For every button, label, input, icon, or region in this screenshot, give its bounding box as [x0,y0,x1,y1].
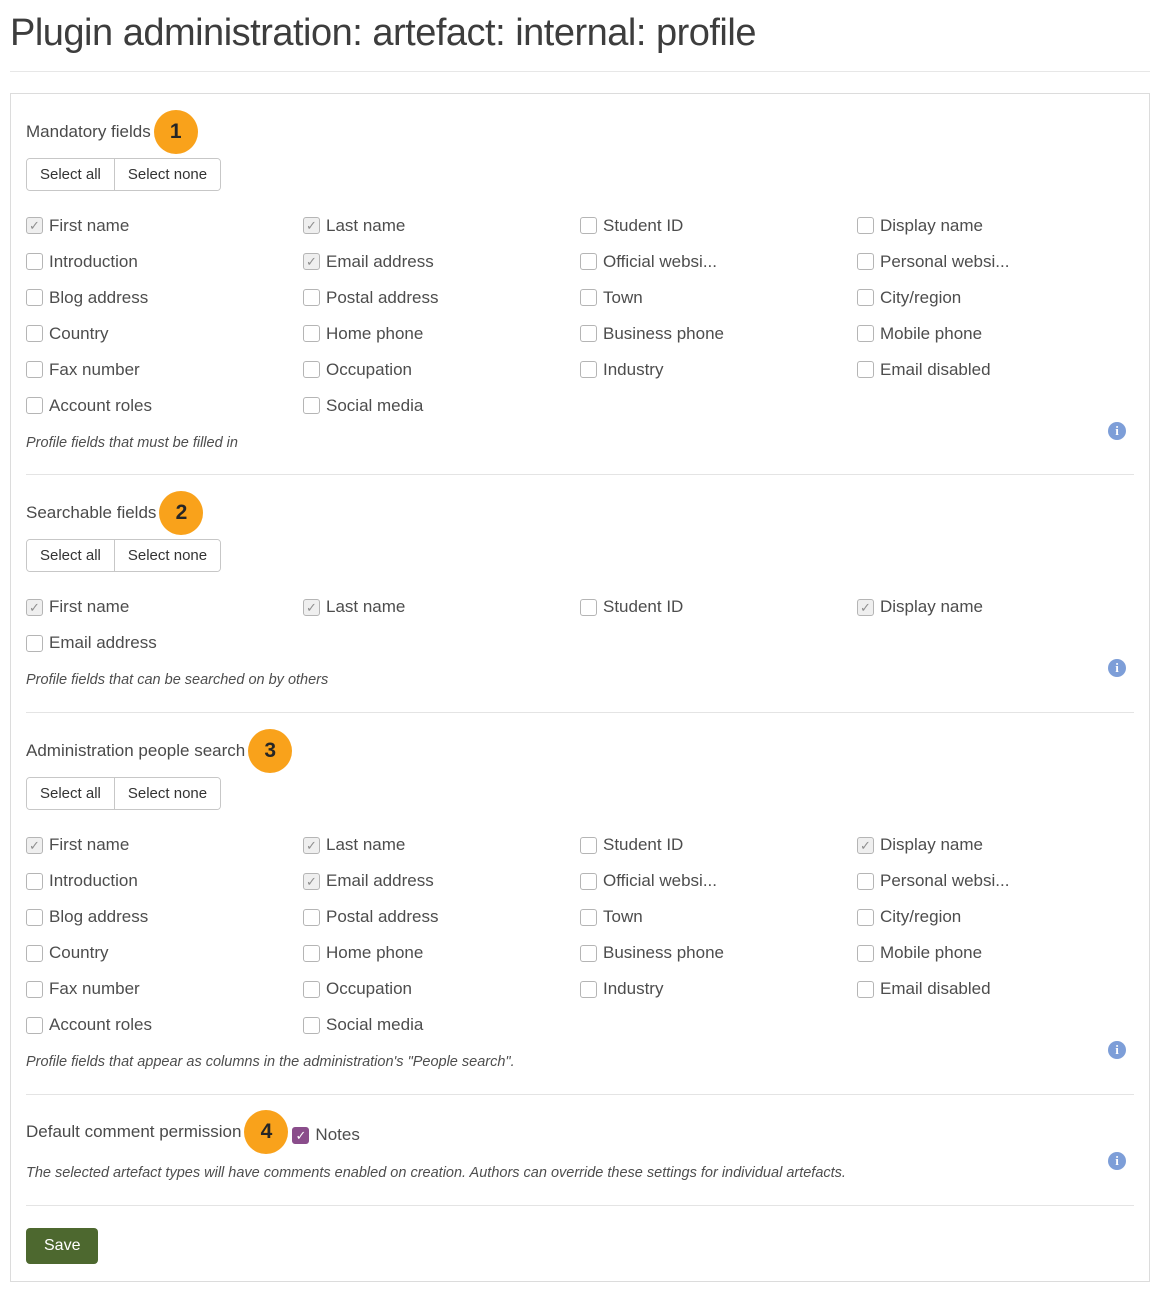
checkbox[interactable] [26,325,43,342]
checkbox-label: City/region [880,287,962,307]
checkbox-label: City/region [880,907,962,927]
checkbox-label: Social media [326,1015,424,1035]
checkbox-grid [292,1124,359,1146]
checkbox[interactable] [580,837,597,854]
plugin-config-panel [10,93,1150,1282]
select-button-group [26,158,221,191]
checkbox-label: Personal websi... [880,251,1010,271]
checkbox-field[interactable] [26,359,303,381]
checkbox[interactable]: ✓ [303,217,320,234]
checkbox[interactable] [857,217,874,234]
select-none-button[interactable]: Select none [115,159,220,190]
info-icon[interactable]: i [1108,422,1126,440]
checkbox-field[interactable] [580,942,857,964]
checkbox-label: Display name [880,597,983,617]
help-text: Profile fields that appear as columns in the administration's "People search". [26,1054,515,1071]
checkbox[interactable] [26,635,43,652]
select-none-button[interactable]: Select none [115,540,220,571]
checkbox-field[interactable] [303,251,580,273]
checkbox-field[interactable] [857,870,1134,892]
checkbox-label: Introduction [49,251,138,271]
checkbox[interactable]: ✓ [26,837,43,854]
checkbox-field[interactable] [26,834,303,856]
checkbox-field[interactable] [26,906,303,928]
checkbox[interactable] [580,253,597,270]
section-heading [26,117,1134,147]
checkbox-label: Fax number [49,359,140,379]
checkbox[interactable] [303,361,320,378]
help-row [26,1042,1134,1072]
checkbox-field[interactable] [303,906,580,928]
checkbox[interactable] [303,397,320,414]
checkbox-field[interactable] [857,287,1134,309]
checkbox-field[interactable] [26,978,303,1000]
checkbox-field[interactable] [580,834,857,856]
select-all-button[interactable]: Select all [27,540,115,571]
checkbox-label: Industry [603,979,664,999]
checkbox-label: Postal address [326,287,439,307]
checkbox-field[interactable] [857,251,1134,273]
checkbox-field[interactable] [857,359,1134,381]
select-all-button[interactable]: Select all [27,778,115,809]
checkbox[interactable] [580,909,597,926]
checkbox[interactable] [303,945,320,962]
info-icon[interactable]: i [1108,1041,1126,1059]
checkbox[interactable] [26,873,43,890]
section-heading [26,1118,1134,1146]
checkbox[interactable] [580,361,597,378]
checkbox-label: Postal address [326,907,439,927]
checkbox-field[interactable] [580,215,857,237]
select-all-button[interactable]: Select all [27,159,115,190]
checkbox-label: First name [49,835,130,855]
help-row [26,1153,1134,1183]
checkbox-field[interactable] [580,978,857,1000]
checkbox-label: Email address [326,871,434,891]
checkbox-label: Account roles [49,395,152,415]
checkbox-grid [26,834,1134,1036]
checkbox-label: Home phone [326,323,424,343]
checkbox-field[interactable] [292,1124,359,1146]
page-title: Plugin administration: artefact: internal: profile [10,12,756,54]
checkbox-field[interactable] [26,251,303,273]
checkbox-label: Business phone [603,943,724,963]
checkbox[interactable]: ✓ [303,837,320,854]
checkbox[interactable] [26,397,43,414]
checkbox-label: Introduction [49,871,138,891]
checkbox[interactable]: ✓ [292,1127,309,1144]
checkbox-field[interactable] [857,978,1134,1000]
help-row [26,422,1134,453]
section-label: Mandatory fields [26,121,151,141]
checkbox[interactable]: ✓ [857,599,874,616]
checkbox-label: Country [49,943,109,963]
checkbox-label: Personal websi... [880,871,1010,891]
checkbox-field[interactable] [857,906,1134,928]
checkbox-field[interactable] [303,978,580,1000]
checkbox-label: Social media [326,395,424,415]
checkbox[interactable] [857,325,874,342]
checkbox-field[interactable] [580,596,857,618]
checkbox-field[interactable] [26,287,303,309]
checkbox-field[interactable] [303,1014,580,1036]
checkbox[interactable] [857,253,874,270]
checkbox-label: Student ID [603,597,684,617]
checkbox[interactable] [26,981,43,998]
checkbox[interactable] [857,361,874,378]
checkbox-label: Town [603,287,643,307]
section-default-comment-permission [26,1094,1134,1205]
checkbox-field[interactable] [857,834,1134,856]
section-number-badge: 2 [159,491,203,535]
checkbox-label: First name [49,215,130,235]
checkbox-label: Last name [326,215,406,235]
info-icon[interactable]: i [1108,1152,1126,1170]
checkbox-field[interactable] [303,359,580,381]
checkbox[interactable]: ✓ [303,873,320,890]
help-row [26,660,1134,690]
save-button[interactable]: Save [26,1228,98,1264]
section-label: Administration people search [26,741,246,761]
checkbox[interactable]: ✓ [303,599,320,616]
checkbox-field[interactable] [26,870,303,892]
checkbox-label: Email address [49,633,157,653]
checkbox-label: Display name [880,835,983,855]
checkbox-label: Fax number [49,979,140,999]
checkbox-field[interactable] [857,323,1134,345]
checkbox-field[interactable] [303,596,580,618]
section-mandatory-fields [26,94,1134,475]
checkbox[interactable] [26,945,43,962]
checkbox[interactable] [26,1017,43,1034]
checkbox-field[interactable] [303,942,580,964]
checkbox[interactable] [303,289,320,306]
checkbox-label: Country [49,323,109,343]
checkbox[interactable]: ✓ [857,837,874,854]
checkbox-label: Blog address [49,287,149,307]
checkbox-field[interactable] [580,251,857,273]
section-heading [26,498,1134,528]
checkbox-label: Student ID [603,835,684,855]
checkbox-field[interactable] [580,287,857,309]
info-icon[interactable]: i [1108,659,1126,677]
checkbox-label: Last name [326,597,406,617]
checkbox-field[interactable] [303,323,580,345]
checkbox[interactable] [857,945,874,962]
checkbox-label: Email disabled [880,979,991,999]
checkbox-label: Official websi... [603,251,718,271]
checkbox-label: Last name [326,835,406,855]
section-number-badge: 3 [248,729,292,773]
checkbox-label: Display name [880,215,983,235]
checkbox[interactable] [580,981,597,998]
checkbox-grid [26,596,1134,654]
checkbox[interactable] [580,217,597,234]
checkbox-field[interactable] [26,1014,303,1036]
checkbox[interactable] [580,325,597,342]
checkbox-field[interactable] [580,870,857,892]
checkbox-label: Student ID [603,215,684,235]
checkbox-field[interactable] [580,359,857,381]
checkbox-label: Blog address [49,907,149,927]
checkbox-label: Town [603,907,643,927]
checkbox-field[interactable] [26,215,303,237]
select-button-group [26,539,221,572]
checkbox-field[interactable] [580,906,857,928]
checkbox-field[interactable] [303,287,580,309]
page-header [10,10,1150,72]
checkbox[interactable] [857,289,874,306]
checkbox-label: Home phone [326,943,424,963]
select-button-group [26,777,221,810]
checkbox-field[interactable] [857,942,1134,964]
checkbox-label: First name [49,597,130,617]
help-text: Profile fields that must be filled in [26,434,238,451]
checkbox-label: Mobile phone [880,943,983,963]
checkbox[interactable] [857,981,874,998]
checkbox-field[interactable] [26,632,303,654]
checkbox[interactable] [857,873,874,890]
checkbox-label: Occupation [326,979,412,999]
checkbox-label: Official websi... [603,871,718,891]
section-number-badge: 4 [244,1110,288,1154]
section-label: Default comment permission [26,1122,242,1142]
checkbox[interactable] [580,873,597,890]
checkbox[interactable] [303,909,320,926]
checkbox-field[interactable] [857,215,1134,237]
section-number-badge: 1 [154,110,198,154]
checkbox-field[interactable] [26,942,303,964]
checkbox-label: Occupation [326,359,412,379]
checkbox[interactable]: ✓ [26,599,43,616]
help-text: Profile fields that can be searched on by others [26,672,329,689]
checkbox-field[interactable] [26,323,303,345]
checkbox[interactable]: ✓ [303,253,320,270]
section-searchable-fields [26,474,1134,712]
checkbox-field[interactable] [580,323,857,345]
checkbox-field[interactable] [303,395,580,417]
checkbox[interactable] [26,253,43,270]
checkbox-field[interactable] [303,870,580,892]
checkbox-label: Email disabled [880,359,991,379]
checkbox-label: Account roles [49,1015,152,1035]
checkbox[interactable] [303,325,320,342]
checkbox[interactable] [580,945,597,962]
checkbox[interactable] [580,289,597,306]
checkbox[interactable]: ✓ [26,217,43,234]
checkbox-label: Mobile phone [880,323,983,343]
checkbox[interactable] [26,361,43,378]
select-none-button[interactable]: Select none [115,778,220,809]
section-heading [26,736,1134,766]
checkbox-field[interactable] [303,215,580,237]
checkbox-grid [26,215,1134,417]
save-row [26,1205,1134,1281]
checkbox-field[interactable] [26,596,303,618]
help-text: The selected artefact types will have comments enabled on creation. Authors can override these settings for individual artefacts. [26,1165,846,1182]
checkbox[interactable] [26,909,43,926]
checkbox[interactable] [26,289,43,306]
checkbox[interactable] [303,1017,320,1034]
section-label: Searchable fields [26,503,157,523]
section-admin-people-search [26,712,1134,1094]
title-divider [10,71,1150,72]
checkbox[interactable] [303,981,320,998]
checkbox-label: Notes [315,1125,360,1145]
checkbox-label: Industry [603,359,664,379]
checkbox-label: Business phone [603,323,724,343]
checkbox[interactable] [857,909,874,926]
checkbox-field[interactable] [857,596,1134,618]
checkbox-field[interactable] [303,834,580,856]
checkbox-label: Email address [326,251,434,271]
checkbox[interactable] [580,599,597,616]
checkbox-field[interactable] [26,395,303,417]
